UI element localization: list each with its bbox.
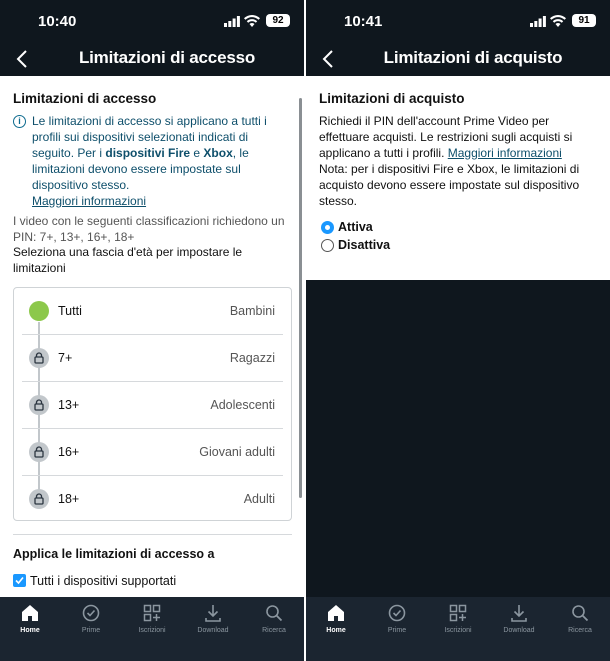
age-category: Adulti [243,492,275,506]
back-arrow-icon[interactable] [320,48,338,70]
home-icon [326,603,346,623]
note-text: Nota: per i dispositivi Fire e Xbox, le limitazioni di acquisto devono essere impostate sul dispositivo stesso. [319,162,580,208]
check-circle-icon [81,603,101,623]
checkmark-icon [13,574,26,587]
section-divider [13,534,292,535]
age-label: 13+ [58,398,80,412]
age-level-selector [13,287,292,521]
info-text-part: e [190,146,204,160]
select-prompt: Seleziona una fascia d'età per impostare le limitazioni [13,245,243,275]
grid-plus-icon [142,603,162,623]
status-bar [306,0,610,44]
status-time: 10:41 [344,13,383,30]
search-icon [264,603,284,623]
nav-prime[interactable] [61,597,121,661]
search-icon [570,603,590,623]
phone-access-limits [0,0,304,661]
check-circle-icon [387,603,407,623]
lock-icon [29,348,49,368]
nav-label: Home [326,627,346,634]
bottom-nav [0,597,304,661]
cellular-signal-icon [530,16,546,27]
nav-download[interactable] [183,597,243,661]
nav-label: Download [503,627,535,634]
nav-label: Download [197,627,229,634]
pin-note: I video con le seguenti classificazioni richiedono un PIN: 7+, 13+, 16+, 18+ [13,214,285,244]
description-text: Richiedi il PIN dell'account Prime Video per effettuare acquisti. Le restrizioni sugli acquisti si applicano a tutti i profili. [319,114,573,160]
age-label: 18+ [58,492,80,506]
checkbox-label: Tutti i dispositivi supportati [30,574,177,588]
nav-home[interactable] [306,597,366,661]
home-icon [20,603,40,623]
status-bar [0,0,304,44]
age-row-13[interactable] [14,382,291,429]
nav-label: Ricerca [262,627,286,634]
radio-label: Attiva [338,220,373,234]
age-row-18[interactable] [14,476,291,523]
radio-label: Disattiva [338,238,391,252]
apply-section-title: Applica le limitazioni di accesso a [13,547,215,561]
nav-label: Iscrizioni [444,627,472,634]
bottom-nav [306,597,610,661]
battery-indicator: 91 [572,14,596,27]
nav-iscrizioni[interactable] [122,597,182,661]
age-category: Bambini [229,304,275,318]
more-info-link[interactable]: Maggiori informazioni [447,146,562,160]
back-arrow-icon[interactable] [14,48,32,70]
wifi-icon [244,15,260,27]
purchase-description [319,113,594,209]
radio-selected-icon [321,221,334,234]
battery-indicator: 92 [266,14,290,27]
nav-ricerca[interactable] [244,597,304,661]
info-text [32,113,282,209]
section-title: Limitazioni di acquisto [319,91,465,106]
nav-label: Iscrizioni [138,627,166,634]
age-category: Giovani adulti [199,445,275,459]
settings-content [306,76,610,280]
age-row-16[interactable] [14,429,291,476]
active-dot-icon [29,301,49,321]
info-bold-fire: dispositivi Fire [105,146,191,160]
lock-icon [29,395,49,415]
age-label: 7+ [58,351,73,365]
page-title: Limitazioni di accesso [78,48,256,67]
info-bold-xbox: Xbox [203,146,233,160]
lock-icon [29,489,49,509]
nav-label: Ricerca [568,627,592,634]
age-row-tutti[interactable] [14,288,291,335]
nav-home[interactable] [0,597,60,661]
download-icon [509,603,529,623]
nav-download[interactable] [489,597,549,661]
info-text-part: , le limitazioni devono essere impostate sul dispositivo stesso. [32,146,249,192]
info-icon: i [13,115,26,128]
nav-ricerca[interactable] [550,597,610,661]
page-title: Limitazioni di acquisto [383,48,563,67]
age-category: Ragazzi [229,351,275,365]
page-header [306,44,610,76]
section-title: Limitazioni di accesso [13,91,157,106]
status-time: 10:40 [38,13,77,30]
age-row-7[interactable] [14,335,291,382]
info-text-part: Le limitazioni di accesso si applicano a tutti i profili sui dispositivi selezionati indicati di seguito. Per i [32,114,267,160]
age-label: 16+ [58,445,80,459]
nav-label: Prime [81,627,101,634]
settings-content [0,76,304,598]
age-category: Adolescenti [210,398,275,412]
nav-iscrizioni[interactable] [428,597,488,661]
phone-purchase-limits [306,0,610,661]
wifi-icon [550,15,566,27]
scrollbar[interactable] [299,98,302,498]
age-label: Tutti [58,304,82,318]
lock-icon [29,442,49,462]
download-icon [203,603,223,623]
radio-unselected-icon [321,239,334,252]
page-header [0,44,304,76]
nav-label: Prime [387,627,407,634]
nav-prime[interactable] [367,597,427,661]
cellular-signal-icon [224,16,240,27]
grid-plus-icon [448,603,468,623]
nav-label: Home [20,627,40,634]
more-info-link[interactable]: Maggiori informazioni [32,194,147,208]
